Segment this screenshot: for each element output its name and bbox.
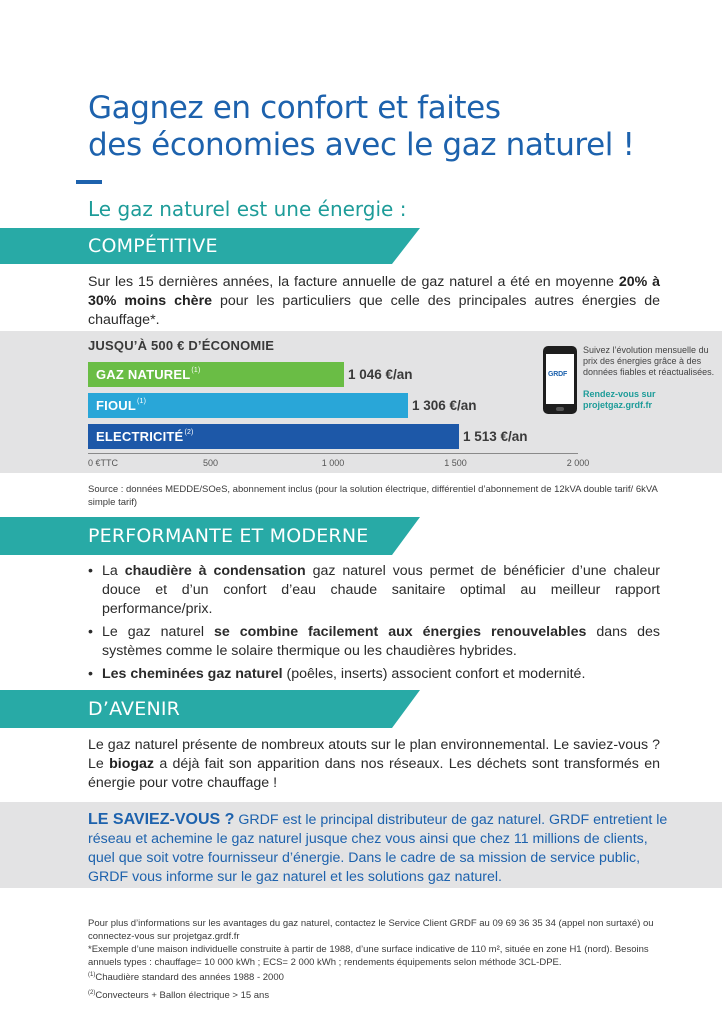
chart-source: Source : données MEDDE/SOeS, abonnement inclus (pour la solution électrique, différentiel d’abonnement de 12kVA double tarif/ 6kVA simple tarif): [88, 484, 658, 508]
chart-title: JUSQU’À 500 € D’ÉCONOMIE: [88, 338, 275, 353]
title-underline: [76, 180, 102, 184]
bar-footnote-mark: (2): [184, 429, 194, 436]
footer-contact: Pour plus d’informations sur les avantages du gaz naturel, contactez le Service Client GRDF au 09 69 36 35 34 (appel non surtaxé) ou connectez-vous sur projetgaz.grdf.fr: [88, 918, 654, 942]
title-line-2: des économies avec le gaz naturel !: [88, 127, 635, 163]
performance-bullet: • Le gaz naturel se combine facilement aux énergies renouvelables dans des systèmes comme le solaire thermique ou les chaudières hybrides.: [88, 623, 660, 661]
bar-category-label: GAZ NATUREL: [96, 367, 191, 382]
axis-tick-label: 0 €TTC: [88, 458, 119, 468]
did-you-know-text: LE SAVIEZ-VOUS ? GRDF est le principal distributeur de gaz naturel. GRDF entretient le réseau et achemine le gaz naturel jusque chez vous ainsi que chez 11 millions de clients, quel que soit votre fournisseur d’énergie. Dans le cadre de sa mission de service public, GRDF vous informe sur le gaz naturel et les solutions gaz naturel.: [88, 811, 668, 885]
bar-value-label: 1 513 €/an: [463, 429, 528, 444]
grdf-logo: GRDF: [548, 371, 568, 378]
chart-axis-line: [88, 453, 578, 454]
promo-link[interactable]: Rendez-vous sur projetgaz.grdf.fr: [583, 389, 656, 410]
avenir-paragraph: Le gaz naturel présente de nombreux atouts sur le plan environnemental. Le saviez-vous ? Le biogaz a déjà fait son apparition dans nos réseaux. Les déchets sont transformés en énergie pour votre chauffage !: [88, 737, 660, 791]
performance-bullet-list: [88, 562, 660, 688]
chart-bar: [88, 424, 459, 449]
footer-example: *Exemple d’une maison individuelle construite à partir de 1988, d’une surface indicative de 110 m², située en zone H1 (nord). Besoins annuels types : chauffage= 10 000 kWh ; ECS= 2 000 kWh ; rendements équipements selon méthode 3CL-DPE.: [88, 944, 649, 968]
performance-bullet: • La chaudière à condensation gaz naturel vous permet de bénéficier d’une chaleur douce et d’un confort d’eau chaude sanitaire optimal au meilleur rapport performance/prix.: [88, 562, 660, 619]
footer-notes: [88, 917, 668, 1002]
bar-category-label: ELECTRICITÉ: [96, 429, 184, 444]
title-line-1: Gagnez en confort et faites: [88, 90, 501, 126]
did-you-know-heading: LE SAVIEZ-VOUS ?: [88, 811, 235, 828]
section-heading-performante: PERFORMANTE ET MODERNE: [0, 517, 392, 555]
axis-tick-label: 2 000: [566, 458, 590, 468]
performance-bullet: • Les cheminées gaz naturel (poêles, inserts) associent confort et modernité.: [88, 665, 660, 684]
page-title: [88, 90, 708, 164]
chart-bar: [88, 393, 408, 418]
chart-bar: [88, 362, 344, 387]
axis-tick-label: 1 500: [444, 458, 467, 468]
axis-tick-label: 500: [202, 458, 219, 468]
footer-note-1: $^{(1)}$Chaudière standard des années 1988 - 2000: [88, 972, 284, 984]
bar-value-label: 1 306 €/an: [412, 398, 477, 413]
smartphone-icon: [543, 346, 577, 414]
phone-home-button: [556, 407, 564, 411]
bar-footnote-mark: (1): [191, 367, 201, 374]
bar-category-label: FIOUL: [96, 398, 136, 413]
axis-tick-label: 1 000: [321, 458, 345, 468]
promo-text: Suivez l’évolution mensuelle du prix des énergies grâce à des données fiables et réactualisées.: [583, 345, 715, 377]
bar-value-label: 1 046 €/an: [348, 367, 413, 382]
section-heading-avenir: D’AVENIR: [0, 690, 392, 728]
subtitle: Le gaz naturel est une énergie :: [88, 197, 407, 221]
bar-footnote-mark: (1): [137, 398, 147, 405]
phone-screen: [546, 354, 574, 404]
footer-note-2: $^{(2)}$Convecteurs + Ballon électrique > 15 ans: [88, 990, 270, 1002]
section-heading-competitive: COMPÉTITIVE: [0, 228, 392, 264]
competitive-paragraph: Sur les 15 dernières années, la facture annuelle de gaz naturel a été en moyenne 20% à 30% moins chère pour les particuliers que celle des principales autres énergies de chauffage*.: [88, 274, 660, 328]
